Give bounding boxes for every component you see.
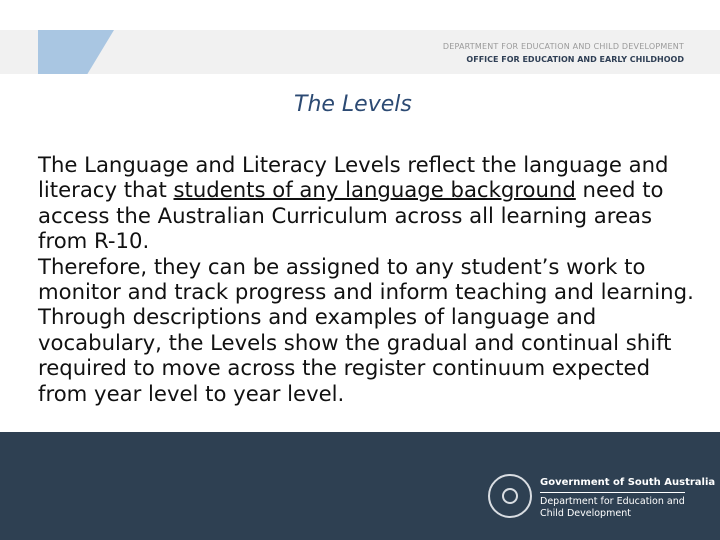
header-department: DEPARTMENT FOR EDUCATION AND CHILD DEVELOPMENT <box>442 42 684 51</box>
paragraph-1-underlined: students of any language background <box>173 177 576 203</box>
paragraph-3: Through descriptions and examples of language and vocabulary, the Levels show the gradual and continual shift required to move across the register continuum expected from year level to year level. <box>38 304 672 406</box>
paragraph-1 <box>38 152 706 254</box>
slide-body <box>38 152 706 406</box>
paragraph-1-start: The Language and Literacy Levels reflect the language and literacy that <box>38 152 669 203</box>
header-office: OFFICE FOR EDUCATION AND EARLY CHILDHOOD <box>466 55 684 64</box>
footer-department: Department for Education and Child Development <box>540 496 685 519</box>
footer-divider <box>540 492 685 493</box>
paragraph-2: Therefore, they can be assigned to any student’s work to monitor and track progress and inform teaching and learning. <box>38 253 694 305</box>
paragraph-1-end: need to access the Australian Curriculum across all learning areas from R-10. <box>38 177 664 254</box>
slide-title: The Levels <box>294 92 412 117</box>
footer-government: Government of South Australia <box>540 477 716 488</box>
state-seal-icon <box>488 474 532 518</box>
